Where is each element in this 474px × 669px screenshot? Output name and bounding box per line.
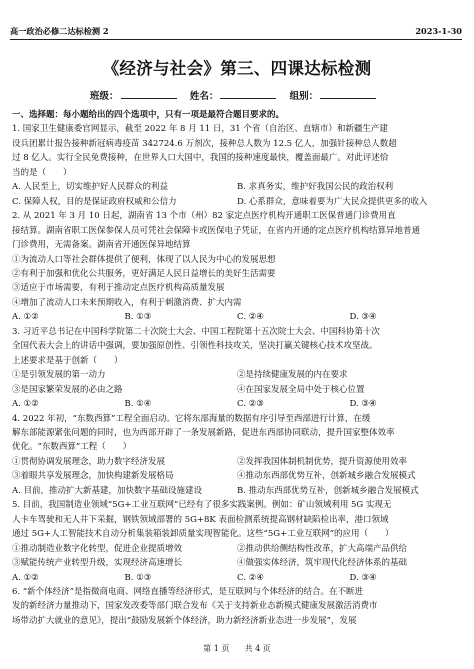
q2-stem-line: 2. 从 2021 年 3 月 10 日起，湖南省 13 个市（州）82 家定点医疗机构开通职工医保普通门诊费用直 [12, 211, 396, 222]
q4-item: ③着眼共享发展理念，加快构建新发展格局 [12, 471, 174, 482]
q1-stem-line: 过 8 亿人。实行全民免费接种，在世界人口大国中，我国的接种速度最快，覆盖面最广。对此评述恰 [12, 153, 389, 164]
q1-option-b[interactable]: B. 求真务实，维护好我国公民的政治权利 [237, 182, 394, 193]
q3-stem-line: 全国代表大会上的讲话中强调，要加强原创性、引领性科技攻关，坚决打赢关键核心技术攻坚战。 [12, 341, 378, 352]
question-1 [12, 122, 462, 209]
q6-stem-line: 6. “新个体经济”是指微商电商、网络直播等经济形式，是互联网与个体经济的结合。在不断进 [12, 586, 364, 597]
q5-option-a[interactable]: A. ①② [12, 572, 39, 583]
page-header [10, 26, 462, 38]
q3-stem-line: 上述要求是基于创新（ ） [12, 355, 123, 366]
question-4 [12, 412, 462, 499]
q6-stem-line: 场带动扩大就业的意见》，提出“鼓励发展新个体经济，助力新经济新业态进一步发展”，发展 [12, 615, 357, 626]
q5-stem-line: 通过 5G+人工智能技术自动分析集装箱装卸质量实现智能化。这些“5G+工业互联网”的应用（ ） [12, 529, 394, 540]
q5-item: ②推动供给侧结构性改革，扩大高端产品供给 [237, 543, 408, 554]
q6-stem-line: 发的新经济力量推动下，国家发改委等部门联合发布《关于支持新业态新模式健康发展激活消费市 [12, 601, 378, 612]
q1-option-c[interactable]: C. 保障人权，目的是保证政府权威和公信力 [12, 196, 177, 207]
q4-item: ②发挥我国体制机制优势，提升资源使用效率 [237, 456, 408, 467]
q4-option-line[interactable]: A. 目前，推动扩大新基建，加快数字基础设施建设 [12, 485, 203, 496]
student-info-row [90, 88, 386, 102]
q5-item: ①推动制造业数字化转型，促进企业提质增效 [12, 543, 183, 554]
q3-item: ②是持续健康发展的内在要求 [237, 370, 348, 381]
header-exam-name: 高一政治必修二达标检测 2 [10, 26, 109, 36]
page-footer [0, 643, 474, 654]
q3-option-b[interactable]: B. ①④ [124, 399, 152, 410]
q2-item: ③适应于市场需要，有利于推动定点医疗机构高质量发展 [12, 283, 225, 294]
q3-item: ①是引领发展的第一动力 [12, 370, 106, 381]
header-divider [10, 39, 462, 40]
q2-item: ①为流动人口等社会群体提供了便利，体现了以人民为中心的发展思想 [12, 254, 276, 265]
q2-option-b[interactable]: B. ①③ [124, 312, 152, 323]
question-body [12, 108, 462, 628]
q2-stem-line: 门诊费用，无需备案。湖南省开通医保异地结算 [12, 240, 191, 251]
page-number: 第 1 页 [203, 644, 230, 653]
q4-item: ④推动东西部优势互补，创新城乡融合发展模式 [237, 471, 416, 482]
q2-stem-line: 接结算。湖南省职工医保参保人员可凭社会保障卡或医保电子凭证，在省内开通的定点医疗机构结算异地普通 [12, 225, 421, 236]
q4-stem-line: 优化。“东数西算”工程（ ） [12, 442, 132, 453]
q1-stem-line: 设兵团累计报告接种新冠病毒疫苗 342724.6 万剂次，接种总人数为 12.5 亿人，加强针接种总人数超 [12, 138, 397, 149]
q5-option-b[interactable]: B. ①③ [124, 572, 152, 583]
total-pages: 共 4 页 [244, 644, 271, 653]
name-blank[interactable] [220, 89, 276, 99]
q4-option-line[interactable]: B. 推动东西部优势互补，创新城乡融合发展模式 [237, 485, 419, 496]
question-6 [12, 585, 462, 628]
question-3 [12, 325, 462, 412]
q1-option-a[interactable]: A. 人民至上，切实维护好人民群众的利益 [12, 182, 169, 193]
q2-item: ②有利于加强和优化公共服务，更好满足人民日益增长的美好生活需要 [12, 268, 276, 279]
q5-option-d[interactable]: D. ③④ [349, 572, 377, 583]
class-label: 班级： [90, 91, 119, 102]
q3-option-a[interactable]: A. ①② [12, 399, 39, 410]
name-label: 姓名： [189, 91, 219, 102]
group-label: 组别： [289, 91, 319, 102]
q2-option-c[interactable]: C. ②④ [237, 312, 264, 323]
q3-item: ③是国家繁荣发展的必由之路 [12, 384, 123, 395]
q4-stem-line: 解东部能源紧张问题的同时，也为西部开辟了一条发展新路，促进东西部协同联动，提升国家整体效率 [12, 427, 395, 438]
q3-stem-line: 3. 习近平总书记在中国科学院第二十次院士大会、中国工程院第十五次院士大会、中国科协第十次 [12, 326, 380, 337]
q4-item: ①贯彻协调发展理念，助力数字经济发展 [12, 456, 166, 467]
q5-stem-line: 人卡车驾驶和无人井下采掘，钢铁领域部署的 5G+8K 表面检测系统提高钢材缺陷检出率，港口领域 [12, 514, 389, 525]
q5-item: ③赋能传统产业转型升级，实现经济高速增长 [12, 558, 183, 569]
q1-stem-line: 当的是（ ） [12, 167, 72, 178]
section-heading: 一、选择题：每小题给出的四个选项中，只有一项是最符合题目要求的。 [12, 110, 285, 120]
q1-option-d[interactable]: D. 心系群众，意味着要为广大民众提供更多的收入 [237, 196, 428, 207]
q5-stem-line: 5. 目前，我国制造业领域“5G+工业互联网”已经有了很多实践案例。例如：矿山领域利用 5G 实现无 [12, 500, 392, 511]
q2-option-d[interactable]: D. ③④ [349, 312, 377, 323]
header-date: 2023-1-30 [415, 26, 462, 36]
q5-option-c[interactable]: C. ②④ [237, 572, 264, 583]
q3-item: ④在国家发展全局中处于核心位置 [237, 384, 365, 395]
question-5 [12, 498, 462, 585]
q3-option-d[interactable]: D. ③④ [349, 399, 377, 410]
q3-option-c[interactable]: C. ②③ [237, 399, 264, 410]
class-blank[interactable] [121, 89, 177, 99]
exam-title: 《经济与社会》第三、四课达标检测 [102, 59, 372, 78]
q1-stem-line: 1. 国家卫生健康委官网显示，截至 2022 年 8 月 11 日，31 个省（自治区、直辖市）和新疆生产建 [12, 124, 388, 135]
question-2 [12, 209, 462, 325]
q5-item: ④做强实体经济，筑牢现代化经济体系的基础 [237, 558, 408, 569]
group-blank[interactable] [320, 89, 376, 99]
q2-item: ④增加了流动人口未来预期收入，有利于刺激消费、扩大内需 [12, 297, 242, 308]
q2-option-a[interactable]: A. ①② [12, 312, 39, 323]
q4-stem-line: 4. 2022 年初，“东数西算”工程全面启动。它将东部海量的数据有序引导至西部进行计算，在缓 [12, 413, 371, 424]
